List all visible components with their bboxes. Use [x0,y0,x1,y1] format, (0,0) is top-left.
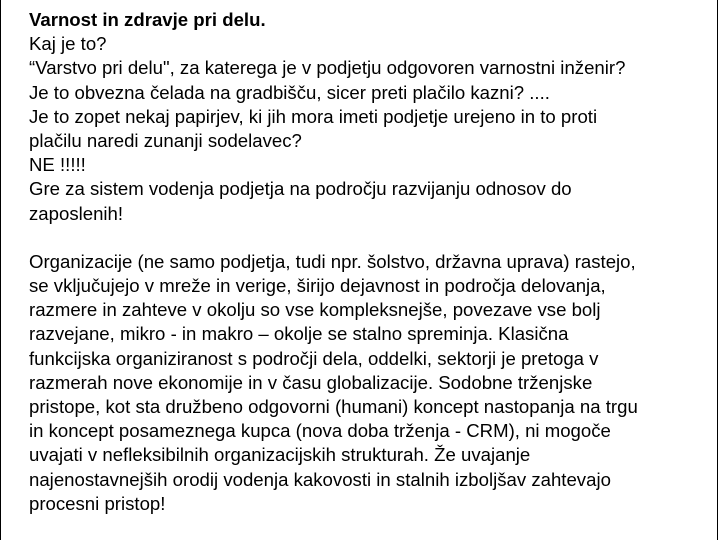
intro-line: plačilu naredi zunanji sodelavec? [29,130,302,152]
body-line: uvajati v nefleksibilnih organizacijskih strukturah. Že uvajanje [29,444,531,466]
body-line: najenostavnejših orodij vodenja kakovosti in stalnih izboljšav zahtevajo [29,468,611,490]
body-line: razmerah nove ekonomije in v času globalizacije. Sodobne trženjske [29,371,593,393]
intro-line: Je to zopet nekaj papirjev, ki jih mora imeti podjetje urejeno in to proti [29,105,598,127]
body-line: pristope, kot sta družbeno odgovorni (humani) koncept nastopanja na trgu [29,396,638,418]
intro-line: Gre za sistem vodenja podjetja na področju razvijanju odnosov do [29,178,572,200]
intro-line: Je to obvezna čelada na gradbišču, sicer preti plačilo kazni? .... [29,81,550,103]
intro-line: Kaj je to? [29,33,107,55]
body-line: funkcijska organiziranost s področji dela, oddelki, sektorji je pretoga v [29,347,599,369]
intro-line: zaposlenih! [29,202,124,224]
paragraph-gap [29,226,709,250]
body-line: razmere in zahteve v okolju so vse kompleksnejše, povezave vse bolj [29,299,601,321]
body-line: Organizacije (ne samo podjetja, tudi npr. šolstvo, državna uprava) rastejo, [29,250,636,272]
slide-title: Varnost in zdravje pri delu. [29,9,266,30]
body-line: se vključujejo v mreže in verige, širijo dejavnost in področja delovanja, [29,275,606,297]
slide-content [29,8,709,516]
intro-line: NE !!!!! [29,154,86,176]
intro-line: “Varstvo pri delu", za katerega je v podjetju odgovoren varnostni inženir? [29,57,626,79]
body-line: razvejane, mikro - in makro – okolje se stalno spreminja. Klasična [29,323,569,345]
body-line: in koncept posameznega kupca (nova doba trženja - CRM), ni mogoče [29,420,611,442]
body-line: procesni pristop! [29,492,166,514]
